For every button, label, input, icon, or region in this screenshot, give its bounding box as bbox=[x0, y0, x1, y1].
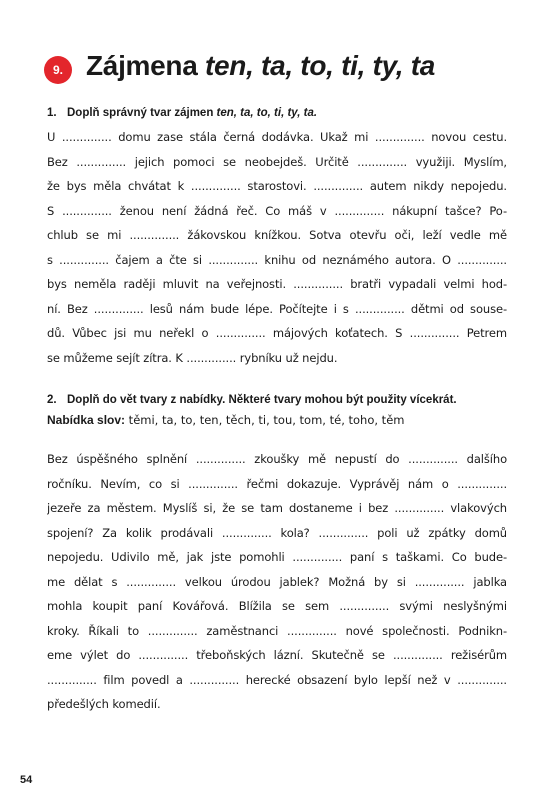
chapter-number-badge: 9. bbox=[44, 56, 72, 84]
exercise-2-line: .............. film povedl a .............. herecké obsazení bylo lepší než v .............. bbox=[47, 672, 507, 687]
exercise-2-line: kroky. Říkali to .............. zaměstnanci .............. nové společnosti. Podnikn- bbox=[47, 623, 507, 638]
exercise-1-line: chlub se mi .............. žákovskou knížkou. Sotva otevřu oči, leží vedle mě bbox=[47, 228, 507, 242]
exercise-1-line: dů. Vůbec jsi mu neřekl o .............. májových koťatech. S .............. Petrem bbox=[47, 326, 507, 340]
chapter-title-pronouns: ten, ta, to, ti, ty, ta bbox=[204, 50, 436, 81]
chapter-title bbox=[86, 50, 435, 82]
exercise-2-line: předešlých komedií. bbox=[47, 697, 161, 711]
exercise-2-line: me dělat s .............. velkou úrodou jablek? Možná by si .............. jablka bbox=[47, 574, 507, 589]
exercise-1-number: 1. bbox=[47, 107, 57, 119]
exercise-2-line: jezeře za městem. Myslíš si, že se tam dostaneme i bez .............. vlakových bbox=[47, 501, 507, 515]
exercise-1-line: U .............. domu zase stála černá dodávka. Ukaž mi .............. novou cestu. bbox=[47, 130, 507, 144]
exercise-2-line: nepojedu. Udivilo mě, jak jste pomohli .............. paní s taškami. Co bude- bbox=[47, 550, 507, 564]
exercise-2-line: ročníku. Nevím, co si .............. řečmi dokazuje. Vyprávěj nám o .............. bbox=[47, 476, 507, 491]
exercise-1-line: že bys měla chvátat k .............. starostovi. .............. autem nikdy nepojedu. bbox=[47, 179, 507, 193]
page-number: 54 bbox=[20, 774, 33, 786]
exercise-2-line: Bez úspěšného splnění .............. zkoušky mě nepustí do .............. dalšího bbox=[47, 452, 507, 466]
exercise-1-instruction bbox=[47, 107, 317, 119]
exercise-2-text bbox=[47, 447, 507, 717]
chapter-title-prefix: Zájmena bbox=[86, 50, 205, 81]
exercise-2-line: mohla koupit paní Kovářová. Blížila se sem .............. svými neslyšnými bbox=[47, 599, 507, 613]
word-bank-label: Nabídka slov: bbox=[47, 413, 126, 427]
exercise-2-instruction bbox=[47, 394, 457, 406]
exercise-2-instruction-text: Doplň do vět tvary z nabídky. Některé tvary mohou být použity vícekrát. bbox=[67, 394, 457, 406]
exercise-2-line: eme výlet do .............. třeboňských lázní. Skutečně se .............. režisérům bbox=[47, 648, 507, 662]
word-bank bbox=[47, 413, 404, 427]
exercise-1-line: Bez .............. jejich pomoci se neobejdeš. Určitě .............. využiji. Myslím, bbox=[47, 154, 507, 169]
exercise-1-instruction-text: Doplň správný tvar zájmen bbox=[67, 107, 217, 119]
exercise-1-line: S .............. ženou není žádná řeč. Co máš v .............. nákupní tašce? Po- bbox=[47, 203, 507, 218]
exercise-1-line: s .............. čajem a čte si .............. knihu od neznámého autora. O .............. bbox=[47, 252, 507, 267]
exercise-1-line: se můžeme sejít zítra. K .............. rybníku už nejdu. bbox=[47, 350, 338, 365]
exercise-1-line: ní. Bez .............. lesů nám bude lépe. Počítejte i s .............. dětmi od souse- bbox=[47, 301, 507, 316]
exercise-1-line: bys neměla raději mluvit na veřejnosti. .............. bratři vypadali velmi hod- bbox=[47, 277, 507, 291]
exercise-2-number: 2. bbox=[47, 394, 57, 406]
exercise-1-text bbox=[47, 125, 507, 370]
exercise-2-line: spojení? Za kolik prodávali .............. kola? .............. poli už zpátky domů bbox=[47, 525, 507, 540]
exercise-1-instruction-pronouns: ten, ta, to, ti, ty, ta. bbox=[216, 107, 318, 119]
word-bank-words: těmi, ta, to, ten, těch, ti, tou, tom, té, toho, těm bbox=[125, 413, 405, 427]
